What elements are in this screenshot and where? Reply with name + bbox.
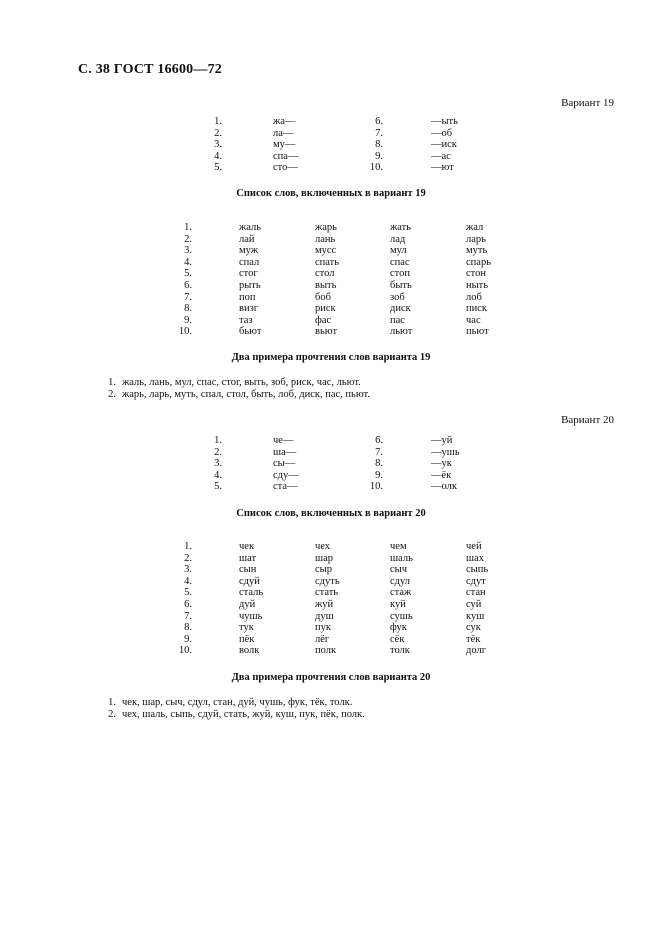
example-text: чех, шаль, сыпь, сдуй, стать, жуй, куш, пук, пёк, полк. xyxy=(122,709,365,720)
word-cell: рыть xyxy=(239,280,261,291)
fragment-text: му— xyxy=(273,139,296,151)
word-cell: жуй xyxy=(315,599,334,610)
fragment-number: 6. xyxy=(375,435,383,446)
word-cell: стоп xyxy=(390,268,410,280)
fragment-text: ла— xyxy=(273,127,294,139)
word-cell: зоб xyxy=(390,291,405,303)
fragment-text: —ют xyxy=(431,162,454,174)
word-cell: пёк xyxy=(239,633,255,645)
word-cell: долг xyxy=(466,645,487,657)
word-cell: визг xyxy=(239,303,259,315)
word-cell: дуй xyxy=(239,599,256,610)
word-cell: ларь xyxy=(466,233,486,245)
word-cell: сёк xyxy=(390,633,405,645)
word-cell: сталь xyxy=(239,587,264,599)
word-cell: муж xyxy=(239,245,259,257)
example-text: чек, шар, сыч, сдул, стан, дуй, чушь, фук, тёк, толк. xyxy=(122,697,353,708)
word-row-number: 5. xyxy=(184,587,192,599)
word-cell: сдуть xyxy=(315,575,340,587)
word-row-number: 3. xyxy=(184,564,192,576)
word-cell: сдуй xyxy=(239,575,260,587)
fragment-text: —ук xyxy=(431,458,452,470)
word-cell: фас xyxy=(315,314,332,326)
word-cell: сыч xyxy=(390,564,407,576)
variant-19-examples-heading: Два примера прочтения слов варианта 19 xyxy=(231,352,431,363)
fragment-number: 9. xyxy=(375,469,383,481)
word-row-number: 2. xyxy=(184,552,192,564)
word-row-number: 7. xyxy=(184,610,192,622)
variant-20-examples-heading: Два примера прочтения слов варианта 20 xyxy=(231,672,431,683)
fragment-text: —ёк xyxy=(431,469,452,481)
example-number: 1. xyxy=(108,697,116,708)
word-cell: шат xyxy=(239,552,257,564)
fragment-number: 10. xyxy=(369,481,383,493)
fragment-text: сду— xyxy=(273,469,299,481)
word-cell: стать xyxy=(315,587,339,599)
word-row-number: 4. xyxy=(184,575,192,587)
fragment-number: 2. xyxy=(214,127,222,139)
fragment-text: ша— xyxy=(273,446,297,458)
word-cell: шар xyxy=(315,552,333,564)
word-cell: чек xyxy=(239,541,255,552)
word-cell: чех xyxy=(315,541,331,552)
word-cell: лань xyxy=(315,233,336,245)
fragment-text: —об xyxy=(431,127,453,139)
fragment-number: 1. xyxy=(214,435,222,446)
fragment-text: ста— xyxy=(273,481,298,493)
word-cell: бьют xyxy=(239,326,262,338)
example-text: жаль, лань, мул, спас, стог, выть, зоб, риск, час, льют. xyxy=(122,377,361,388)
word-cell: лёг xyxy=(315,633,330,645)
word-row-number: 9. xyxy=(184,314,192,326)
fragment-number: 7. xyxy=(375,127,383,139)
example-number: 2. xyxy=(108,709,116,720)
word-cell: поп xyxy=(239,291,256,303)
word-cell: сдул xyxy=(390,575,411,587)
word-cell: чушь xyxy=(239,610,263,622)
word-cell: шаль xyxy=(390,552,413,564)
word-row-number: 10. xyxy=(178,326,192,338)
fragment-text: сто— xyxy=(273,162,298,174)
word-cell: мул xyxy=(390,245,407,257)
word-cell: чей xyxy=(466,541,482,552)
example-number: 2. xyxy=(108,389,116,400)
fragment-text: —олк xyxy=(431,481,457,493)
word-cell: спарь xyxy=(466,256,491,268)
word-cell: жать xyxy=(390,222,412,233)
word-cell: вьют xyxy=(315,326,338,338)
variant-19-label: Вариант 19 xyxy=(561,97,614,109)
word-cell: сын xyxy=(239,564,257,576)
word-cell: час xyxy=(466,314,481,326)
word-cell: боб xyxy=(315,291,331,303)
fragment-number: 4. xyxy=(214,150,222,162)
word-cell: чем xyxy=(390,541,407,552)
variant-20-label: Вариант 20 xyxy=(561,414,614,426)
word-cell: стон xyxy=(466,268,486,280)
word-row-number: 4. xyxy=(184,256,192,268)
word-cell: жал xyxy=(466,222,484,233)
word-row-number: 9. xyxy=(184,633,192,645)
fragment-text: сы— xyxy=(273,458,296,470)
fragment-number: 8. xyxy=(375,139,383,151)
word-cell: стог xyxy=(239,268,258,280)
word-cell: спас xyxy=(390,256,410,268)
fragment-number: 1. xyxy=(214,116,222,127)
word-cell: мусс xyxy=(315,245,337,257)
word-row-number: 8. xyxy=(184,303,192,315)
variant-20-words-heading: Список слов, включенных в вариант 20 xyxy=(236,508,426,519)
word-row-number: 6. xyxy=(184,280,192,291)
word-cell: выть xyxy=(315,280,337,291)
word-cell: таз xyxy=(239,314,253,326)
word-cell: куш xyxy=(466,610,485,622)
page-header: С. 38 ГОСТ 16600—72 xyxy=(78,62,222,77)
word-cell: сук xyxy=(466,622,481,634)
fragment-text: —ас xyxy=(431,150,451,162)
word-cell: сдут xyxy=(466,575,486,587)
word-cell: шах xyxy=(466,552,484,564)
fragment-number: 3. xyxy=(214,458,222,470)
word-cell: жарь xyxy=(315,222,337,233)
word-cell: полк xyxy=(315,645,337,657)
fragment-number: 4. xyxy=(214,469,222,481)
fragment-text: че— xyxy=(273,435,294,446)
fragment-number: 10. xyxy=(369,162,383,174)
word-cell: быть xyxy=(390,280,412,291)
word-cell: риск xyxy=(315,303,336,315)
word-cell: пас xyxy=(390,314,405,326)
word-row-number: 8. xyxy=(184,622,192,634)
word-cell: стол xyxy=(315,268,335,280)
fragment-text: —иск xyxy=(431,139,457,151)
fragment-text: —уй xyxy=(431,435,453,446)
word-cell: суй xyxy=(466,599,482,610)
fragment-number: 9. xyxy=(375,150,383,162)
word-cell: спал xyxy=(239,256,260,268)
word-cell: ныть xyxy=(466,280,489,291)
word-cell: муть xyxy=(466,245,488,257)
fragment-number: 2. xyxy=(214,446,222,458)
fragment-number: 8. xyxy=(375,458,383,470)
word-cell: жаль xyxy=(239,222,262,233)
fragment-number: 6. xyxy=(375,116,383,127)
word-cell: диск xyxy=(390,303,411,315)
fragment-number: 5. xyxy=(214,481,222,493)
example-text: жарь, ларь, муть, спал, стол, быть, лоб, диск, пас, пьют. xyxy=(122,389,370,400)
word-cell: сыпь xyxy=(466,564,489,576)
fragment-text: —ушь xyxy=(431,446,460,458)
word-cell: писк xyxy=(466,303,487,315)
word-cell: тёк xyxy=(466,633,481,645)
fragment-text: спа— xyxy=(273,150,299,162)
word-cell: фук xyxy=(390,622,407,634)
word-cell: стан xyxy=(466,587,486,599)
word-cell: тук xyxy=(239,622,254,634)
word-cell: спать xyxy=(315,256,340,268)
variant-19-words-heading: Список слов, включенных в вариант 19 xyxy=(236,188,426,199)
word-cell: куй xyxy=(390,599,406,610)
word-cell: толк xyxy=(390,645,410,657)
word-row-number: 1. xyxy=(184,541,192,552)
word-cell: лоб xyxy=(466,291,482,303)
word-cell: сыр xyxy=(315,564,332,576)
word-cell: сушь xyxy=(390,610,413,622)
word-row-number: 2. xyxy=(184,233,192,245)
word-cell: волк xyxy=(239,645,260,657)
word-row-number: 6. xyxy=(184,599,192,610)
word-cell: пьют xyxy=(466,326,489,338)
word-cell: пук xyxy=(315,622,331,634)
word-row-number: 3. xyxy=(184,245,192,257)
word-cell: стаж xyxy=(390,587,412,599)
word-row-number: 10. xyxy=(178,645,192,657)
word-cell: лад xyxy=(390,233,406,245)
fragment-number: 5. xyxy=(214,162,222,174)
fragment-text: жа— xyxy=(273,116,296,127)
word-row-number: 1. xyxy=(184,222,192,233)
word-row-number: 7. xyxy=(184,291,192,303)
example-number: 1. xyxy=(108,377,116,388)
word-cell: льют xyxy=(390,326,413,338)
word-cell: душ xyxy=(315,610,334,622)
word-cell: лай xyxy=(239,233,255,245)
fragment-number: 7. xyxy=(375,446,383,458)
fragment-number: 3. xyxy=(214,139,222,151)
fragment-text: —ыть xyxy=(431,116,458,127)
word-row-number: 5. xyxy=(184,268,192,280)
